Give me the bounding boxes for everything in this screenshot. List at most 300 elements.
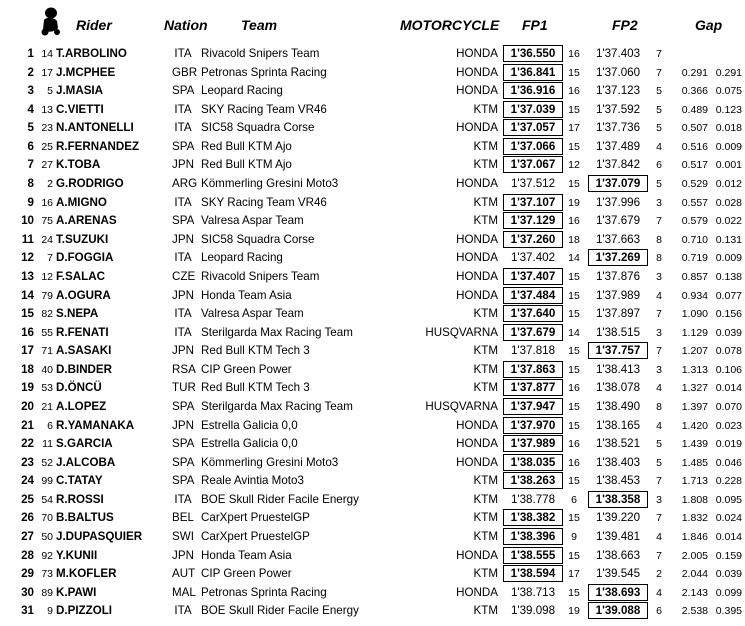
team-name: Petronas Sprinta Racing — [201, 585, 327, 599]
rider-number: 11 — [42, 438, 53, 451]
table-row — [0, 231, 745, 250]
rider-number: 6 — [47, 419, 53, 432]
nation: SPA — [172, 437, 195, 451]
fp2-lap: 7 — [656, 48, 662, 60]
position: 3 — [27, 84, 34, 98]
fp1-lap: 17 — [568, 568, 580, 581]
gap-to-previous: 0.014 — [715, 382, 742, 395]
position: 4 — [27, 102, 34, 116]
fp1-lap: 15 — [568, 308, 580, 321]
nation: ITA — [174, 195, 192, 209]
position: 30 — [21, 585, 34, 599]
position: 20 — [21, 399, 34, 413]
fp1-lap: 16 — [568, 48, 580, 60]
table-row — [0, 287, 745, 306]
fp2-lap: 4 — [656, 531, 662, 544]
rider-number: 24 — [41, 233, 53, 246]
fp2-time: 1'37.989 — [595, 288, 641, 302]
gap-to-previous: 0.095 — [715, 493, 742, 506]
position: 27 — [21, 530, 34, 544]
nation: ITA — [174, 325, 192, 339]
team-name: BOE Skull Rider Facile Energy — [201, 604, 359, 618]
table-row — [0, 602, 745, 621]
gap-to-previous: 0.001 — [715, 159, 742, 172]
fp2-time: 1'39.220 — [595, 511, 641, 525]
fp2-lap: 7 — [656, 215, 662, 228]
fp2-time: 1'38.413 — [595, 362, 641, 376]
fp2-lap: 5 — [656, 122, 662, 135]
position: 18 — [21, 362, 34, 376]
nation: JPN — [172, 418, 194, 432]
fp1-lap: 16 — [568, 382, 580, 395]
fp2-lap: 4 — [656, 382, 662, 395]
team-name: CarXpert PruestelGP — [201, 511, 310, 525]
rider-name: T.SUZUKI — [56, 232, 109, 246]
fp1-time: 1'36.550 — [503, 45, 563, 62]
team-name: Petronas Sprinta Racing — [201, 65, 327, 79]
gap-to-previous: 0.078 — [715, 345, 742, 358]
position: 15 — [21, 307, 34, 321]
fp2-lap: 8 — [656, 252, 662, 265]
fp1-lap: 16 — [568, 215, 580, 228]
rider-number: 54 — [41, 493, 53, 506]
rider-number: 75 — [41, 215, 53, 228]
fp2-time: 1'37.757 — [588, 342, 648, 359]
fp2-lap: 7 — [656, 549, 662, 562]
nation: ITA — [174, 307, 192, 321]
fp1-lap: 15 — [568, 549, 580, 562]
team-name: Leopard Racing — [201, 251, 283, 265]
rider-number: 12 — [41, 270, 53, 283]
team-name: Red Bull KTM Ajo — [201, 158, 292, 172]
team-name: Valresa Aspar Team — [201, 214, 304, 228]
gap-to-leader: 1.397 — [681, 400, 708, 413]
team-name: Leopard Racing — [201, 84, 283, 98]
motorcycle: KTM — [473, 158, 498, 172]
motorcycle: HONDA — [456, 437, 498, 451]
rider-number: 82 — [41, 308, 53, 321]
table-row — [0, 398, 745, 417]
gap-to-leader: 0.516 — [681, 140, 708, 153]
team-name: Sterilgarda Max Racing Team — [201, 399, 353, 413]
rider-number: 27 — [41, 159, 53, 172]
fp1-time: 1'37.970 — [503, 417, 563, 434]
rider-name: A.MIGNO — [56, 195, 107, 209]
gap-to-leader: 0.710 — [681, 233, 708, 246]
motorcycle: HONDA — [456, 548, 498, 562]
motorcycle: HONDA — [456, 418, 498, 432]
team-name: Sterilgarda Max Racing Team — [201, 325, 353, 339]
fp1-lap: 16 — [568, 438, 580, 451]
fp2-time: 1'37.489 — [595, 139, 641, 153]
rider-name: J.MASIA — [56, 84, 104, 98]
fp1-time: 1'39.098 — [510, 604, 556, 618]
gap-to-previous: 0.014 — [715, 531, 742, 544]
nation: MAL — [172, 585, 196, 599]
fp1-time: 1'36.841 — [503, 64, 563, 81]
table-row — [0, 472, 745, 491]
fp1-lap: 18 — [568, 233, 580, 246]
gap-to-leader: 0.557 — [681, 196, 708, 209]
nation: GBR — [172, 65, 198, 79]
gap-to-leader: 1.327 — [681, 382, 708, 395]
team-name: SKY Racing Team VR46 — [201, 102, 327, 116]
fp2-time: 1'39.481 — [595, 530, 641, 544]
fp2-time: 1'39.088 — [588, 602, 648, 619]
fp2-lap: 3 — [656, 363, 662, 376]
gap-to-previous: 0.009 — [715, 252, 742, 265]
fp1-time: 1'37.039 — [503, 101, 563, 118]
nation: BEL — [172, 511, 194, 525]
nation: JPN — [172, 344, 194, 358]
table-row — [0, 509, 745, 528]
rider-name: D.PIZZOLI — [56, 604, 113, 618]
table-row — [0, 379, 745, 398]
team-name: Rivacold Snipers Team — [201, 269, 320, 283]
team-name: CIP Green Power — [201, 567, 292, 581]
rider-number: 73 — [41, 568, 53, 581]
fp2-time: 1'38.693 — [588, 584, 648, 601]
nation: CZE — [172, 269, 196, 283]
nation: ITA — [174, 492, 192, 506]
fp1-lap: 14 — [568, 326, 580, 339]
rider-number: 2 — [47, 178, 53, 191]
gap-to-previous: 0.138 — [715, 270, 742, 283]
rider-number: 89 — [41, 586, 53, 599]
position: 23 — [21, 455, 34, 469]
fp2-time: 1'38.663 — [595, 548, 641, 562]
fp1-time: 1'37.989 — [503, 435, 563, 452]
motorcycle: HONDA — [456, 288, 498, 302]
gap-to-leader: 0.529 — [681, 178, 708, 191]
team-name: Valresa Aspar Team — [201, 307, 304, 321]
gap-to-leader: 0.291 — [681, 66, 708, 79]
fp2-time: 1'37.663 — [595, 232, 641, 246]
gap-to-leader: 1.420 — [681, 419, 708, 432]
fp1-lap: 15 — [568, 178, 580, 191]
motorcycle: KTM — [473, 567, 498, 581]
fp1-lap: 15 — [568, 400, 580, 413]
gap-to-previous: 0.099 — [715, 586, 742, 599]
gap-to-leader: 0.719 — [681, 252, 708, 265]
fp2-lap: 7 — [656, 475, 662, 488]
fp1-time: 1'37.640 — [503, 305, 563, 322]
fp1-time: 1'37.129 — [503, 212, 563, 229]
motorcycle: KTM — [473, 344, 498, 358]
fp1-lap: 15 — [568, 66, 580, 79]
fp2-time: 1'37.403 — [595, 47, 641, 60]
fp2-lap: 6 — [656, 159, 662, 172]
nation: SPA — [172, 214, 195, 228]
table-row — [0, 156, 745, 175]
position: 1 — [27, 47, 34, 60]
gap-to-leader: 1.313 — [681, 363, 708, 376]
table-row — [0, 435, 745, 454]
nation: AUT — [172, 567, 196, 581]
position: 8 — [27, 177, 34, 191]
nation: JPN — [172, 232, 194, 246]
fp1-lap: 15 — [568, 419, 580, 432]
gap-to-leader: 0.507 — [681, 122, 708, 135]
position: 11 — [21, 232, 34, 246]
rider-name: B.BALTUS — [56, 511, 114, 525]
motorcycle: KTM — [473, 307, 498, 321]
table-row — [0, 119, 745, 138]
gap-to-previous: 0.123 — [715, 103, 742, 116]
gap-to-leader: 2.005 — [681, 549, 708, 562]
rider-name: A.SASAKI — [56, 344, 112, 358]
rider-name: C.TATAY — [56, 474, 103, 488]
fp1-lap: 14 — [568, 252, 580, 265]
team-name: BOE Skull Rider Facile Energy — [201, 492, 359, 506]
table-row — [0, 324, 745, 343]
rider-number: 92 — [41, 549, 53, 562]
table-row — [0, 454, 745, 473]
header-nation: Nation — [164, 17, 208, 33]
fp2-lap: 4 — [656, 289, 662, 302]
gap-to-previous: 0.106 — [715, 363, 742, 376]
gap-to-previous: 0.022 — [715, 215, 742, 228]
fp1-time: 1'37.818 — [510, 344, 556, 358]
position: 13 — [21, 269, 34, 283]
motorcycle: KTM — [473, 604, 498, 618]
motorcycle: KTM — [473, 474, 498, 488]
gap-to-leader: 1.207 — [681, 345, 708, 358]
team-name: SIC58 Squadra Corse — [201, 121, 315, 135]
motorcycle: HONDA — [456, 65, 498, 79]
fp1-time: 1'37.402 — [510, 251, 556, 265]
table-row — [0, 361, 745, 380]
fp2-time: 1'37.996 — [595, 195, 641, 209]
table-row — [0, 491, 745, 510]
fp2-lap: 7 — [656, 345, 662, 358]
fp1-lap: 15 — [568, 586, 580, 599]
team-name: Red Bull KTM Tech 3 — [201, 344, 310, 358]
position: 24 — [21, 474, 34, 488]
rider-number: 5 — [47, 85, 53, 98]
team-name: Kömmerling Gresini Moto3 — [201, 177, 339, 191]
team-name: Honda Team Asia — [201, 548, 292, 562]
rider-number: 23 — [41, 122, 53, 135]
rider-name: R.YAMANAKA — [56, 418, 135, 432]
motorcycle: HONDA — [456, 585, 498, 599]
gap-to-leader: 1.713 — [681, 475, 708, 488]
rider-number: 40 — [41, 363, 53, 376]
rider-name: A.OGURA — [56, 288, 111, 302]
fp2-lap: 4 — [656, 419, 662, 432]
nation: ITA — [174, 604, 192, 618]
nation: ITA — [174, 102, 192, 116]
table-row — [0, 417, 745, 436]
fp2-time: 1'37.592 — [595, 102, 641, 116]
position: 14 — [21, 288, 34, 302]
fp1-lap: 15 — [568, 345, 580, 358]
motorcycle: HONDA — [456, 121, 498, 135]
fp1-time: 1'36.916 — [503, 82, 563, 99]
position: 5 — [27, 121, 34, 135]
gap-to-previous: 0.039 — [715, 326, 742, 339]
fp2-time: 1'38.078 — [595, 381, 641, 395]
gap-to-leader: 0.489 — [681, 103, 708, 116]
fp2-lap: 3 — [656, 196, 662, 209]
fp1-lap: 15 — [568, 140, 580, 153]
gap-to-leader: 0.857 — [681, 270, 708, 283]
nation: JPN — [172, 288, 194, 302]
nation: JPN — [172, 158, 194, 172]
rider-name: A.ARENAS — [56, 214, 117, 228]
gap-to-previous: 0.159 — [715, 549, 742, 562]
gap-to-leader: 2.538 — [681, 605, 708, 618]
fp1-time: 1'38.035 — [503, 454, 563, 471]
rider-number: 14 — [41, 48, 53, 60]
fp2-lap: 6 — [656, 605, 662, 618]
rider-number: 55 — [41, 326, 53, 339]
motorcycle-rider-icon — [38, 6, 62, 36]
position: 12 — [21, 251, 34, 265]
gap-to-leader: 1.485 — [681, 456, 708, 469]
fp2-lap: 2 — [656, 568, 662, 581]
fp1-time: 1'38.263 — [503, 472, 563, 489]
fp1-time: 1'38.555 — [503, 547, 563, 564]
nation: SPA — [172, 399, 195, 413]
nation: RSA — [172, 362, 196, 376]
header-team: Team — [241, 17, 278, 33]
rider-number: 99 — [41, 475, 53, 488]
rider-number: 79 — [41, 289, 53, 302]
nation: SWI — [172, 530, 194, 544]
motorcycle: KTM — [473, 362, 498, 376]
nation: ITA — [174, 47, 192, 60]
fp2-time: 1'39.545 — [595, 567, 641, 581]
gap-to-leader: 1.832 — [681, 512, 708, 525]
gap-to-previous: 0.018 — [715, 122, 742, 135]
nation: TUR — [172, 381, 196, 395]
fp2-lap: 5 — [656, 178, 662, 191]
team-name: Reale Avintia Moto3 — [201, 474, 304, 488]
fp2-lap: 3 — [656, 493, 662, 506]
gap-to-previous: 0.075 — [715, 85, 742, 98]
fp2-time: 1'38.515 — [595, 325, 641, 339]
gap-to-previous: 0.023 — [715, 419, 742, 432]
fp2-time: 1'38.490 — [595, 399, 641, 413]
team-name: CarXpert PruestelGP — [201, 530, 310, 544]
position: 28 — [21, 548, 34, 562]
fp1-time: 1'38.778 — [510, 492, 556, 506]
header-gap: Gap — [695, 17, 723, 33]
motorcycle: KTM — [473, 381, 498, 395]
gap-to-previous: 0.228 — [715, 475, 742, 488]
motorcycle: KTM — [473, 139, 498, 153]
fp2-lap: 5 — [656, 456, 662, 469]
table-row — [0, 268, 745, 287]
fp2-time: 1'37.123 — [595, 84, 641, 98]
position: 6 — [27, 139, 34, 153]
rider-number: 21 — [41, 400, 53, 413]
team-name: Estrella Galicia 0,0 — [201, 418, 298, 432]
fp1-lap: 19 — [568, 196, 580, 209]
fp2-lap: 3 — [656, 326, 662, 339]
rider-number: 13 — [41, 103, 53, 116]
table-header — [0, 0, 745, 40]
motorcycle: KTM — [473, 195, 498, 209]
motorcycle: HONDA — [456, 251, 498, 265]
fp2-time: 1'37.079 — [588, 175, 648, 192]
gap-to-previous: 0.012 — [715, 178, 742, 191]
rider-name: R.FERNANDEZ — [56, 139, 140, 153]
gap-to-previous: 0.291 — [715, 66, 742, 79]
table-row — [0, 82, 745, 101]
fp1-lap: 15 — [568, 475, 580, 488]
rider-name: N.ANTONELLI — [56, 121, 134, 135]
fp2-time: 1'38.165 — [595, 418, 641, 432]
table-row — [0, 528, 745, 547]
rider-name: Y.KUNII — [56, 548, 98, 562]
table-row — [0, 175, 745, 194]
rider-name: G.RODRIGO — [56, 177, 124, 191]
rider-name: D.ÖNCÜ — [56, 381, 102, 395]
gap-to-previous: 0.019 — [715, 438, 742, 451]
rider-name: D.BINDER — [56, 362, 113, 376]
gap-to-previous: 0.009 — [715, 140, 742, 153]
fp1-time: 1'37.407 — [503, 268, 563, 285]
fp1-lap: 15 — [568, 512, 580, 525]
gap-to-leader: 1.846 — [681, 531, 708, 544]
fp1-time: 1'37.679 — [503, 324, 563, 341]
team-name: Red Bull KTM Ajo — [201, 139, 292, 153]
rider-name: D.FOGGIA — [56, 251, 114, 265]
nation: JPN — [172, 548, 194, 562]
motorcycle: KTM — [473, 530, 498, 544]
rider-number: 53 — [41, 382, 53, 395]
position: 17 — [21, 344, 34, 358]
table-row — [0, 101, 745, 120]
gap-to-leader: 1.129 — [681, 326, 708, 339]
gap-to-leader: 1.439 — [681, 438, 708, 451]
nation: ITA — [174, 121, 192, 135]
gap-to-leader: 1.090 — [681, 308, 708, 321]
nation: SPA — [172, 84, 195, 98]
rider-number: 9 — [47, 605, 53, 618]
fp1-lap: 16 — [568, 85, 580, 98]
fp1-time: 1'38.396 — [503, 528, 563, 545]
fp1-time: 1'38.713 — [510, 585, 556, 599]
rider-name: J.MCPHEE — [56, 65, 116, 79]
fp2-lap: 8 — [656, 233, 662, 246]
fp2-lap: 5 — [656, 103, 662, 116]
gap-to-leader: 0.366 — [681, 85, 708, 98]
motorcycle: HONDA — [456, 269, 498, 283]
rider-name: F.SALAC — [56, 269, 105, 283]
gap-to-previous: 0.131 — [715, 233, 742, 246]
fp2-time: 1'38.453 — [595, 474, 641, 488]
position: 29 — [21, 567, 34, 581]
gap-to-leader: 0.934 — [681, 289, 708, 302]
position: 2 — [27, 65, 34, 79]
team-name: SIC58 Squadra Corse — [201, 232, 315, 246]
fp1-lap: 17 — [568, 122, 580, 135]
position: 21 — [21, 418, 34, 432]
rider-name: C.VIETTI — [56, 102, 104, 116]
motorcycle: KTM — [473, 511, 498, 525]
fp2-time: 1'38.358 — [588, 491, 648, 508]
fp2-lap: 4 — [656, 586, 662, 599]
rider-name: T.ARBOLINO — [56, 47, 127, 60]
table-row — [0, 249, 745, 268]
position: 19 — [21, 381, 34, 395]
fp1-time: 1'37.057 — [503, 119, 563, 136]
rider-number: 16 — [41, 196, 53, 209]
team-name: Honda Team Asia — [201, 288, 292, 302]
